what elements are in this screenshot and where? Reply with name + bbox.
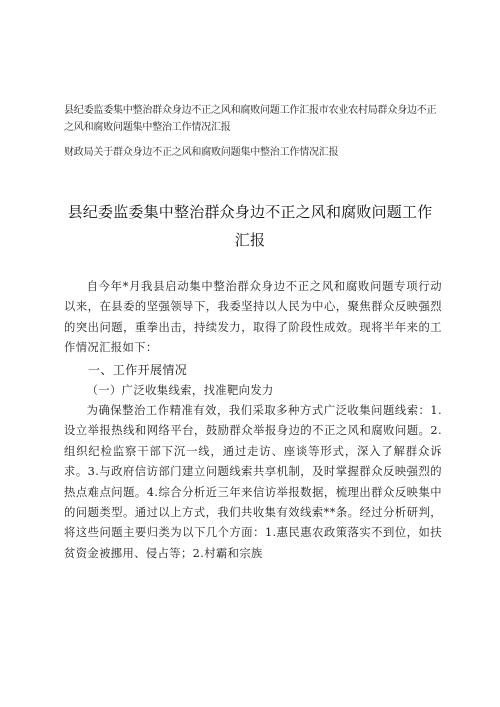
related-title-2: 财政局关于群众身边不正之风和腐败问题集中整治工作情况汇报: [64, 147, 339, 158]
document-body: [64, 277, 442, 564]
section-1-heading: 一、工作开展情况: [88, 362, 188, 377]
related-title-1: 县纪委监委集中整治群众身边不正之风和腐败问题工作汇报市农业农村局群众身边不正之风和腐败问题集中整治工作情况汇报: [64, 105, 437, 133]
subsection-1-heading: （一）广泛收集线索，找准靶向发力: [86, 383, 274, 397]
intro-paragraph: 自今年*月我县启动集中整治群众身边不正之风和腐败问题专项行动以来，在县委的坚强领导下，我委坚持以人民为中心，聚焦群众反映强烈的突出问题，重拳出击，持续发力，取得了阶段性成效。现将半年来的工作情况汇报如下：: [64, 280, 442, 355]
related-links-header: [64, 102, 444, 161]
document-title: 县纪委监委集中整治群众身边不正之风和腐败问题工作汇报: [67, 203, 433, 249]
subsection-1-paragraph: 为确保整治工作精准有效，我们采取多种方式广泛收集问题线索：1.设立举报热线和网络平台，鼓励群众举报身边的不正之风和腐败问题。2.组织纪检监察干部下沉一线，通过走访、座谈等形式，深入了解群众诉求。3.与政府信访部门建立问题线索共享机制，及时掌握群众反映强烈的热点难点问题。4.综合分析近三年来信访举报数据，梳理出群众反映集中的问题类型。通过以上方式，我们共收集有效线索**条。经过分析研判，将这些问题主要归类为以下几个方面：1.惠民惠农政策落实不到位，如扶贫资金被挪用、侵占等；2.村霸和宗族: [64, 404, 442, 560]
